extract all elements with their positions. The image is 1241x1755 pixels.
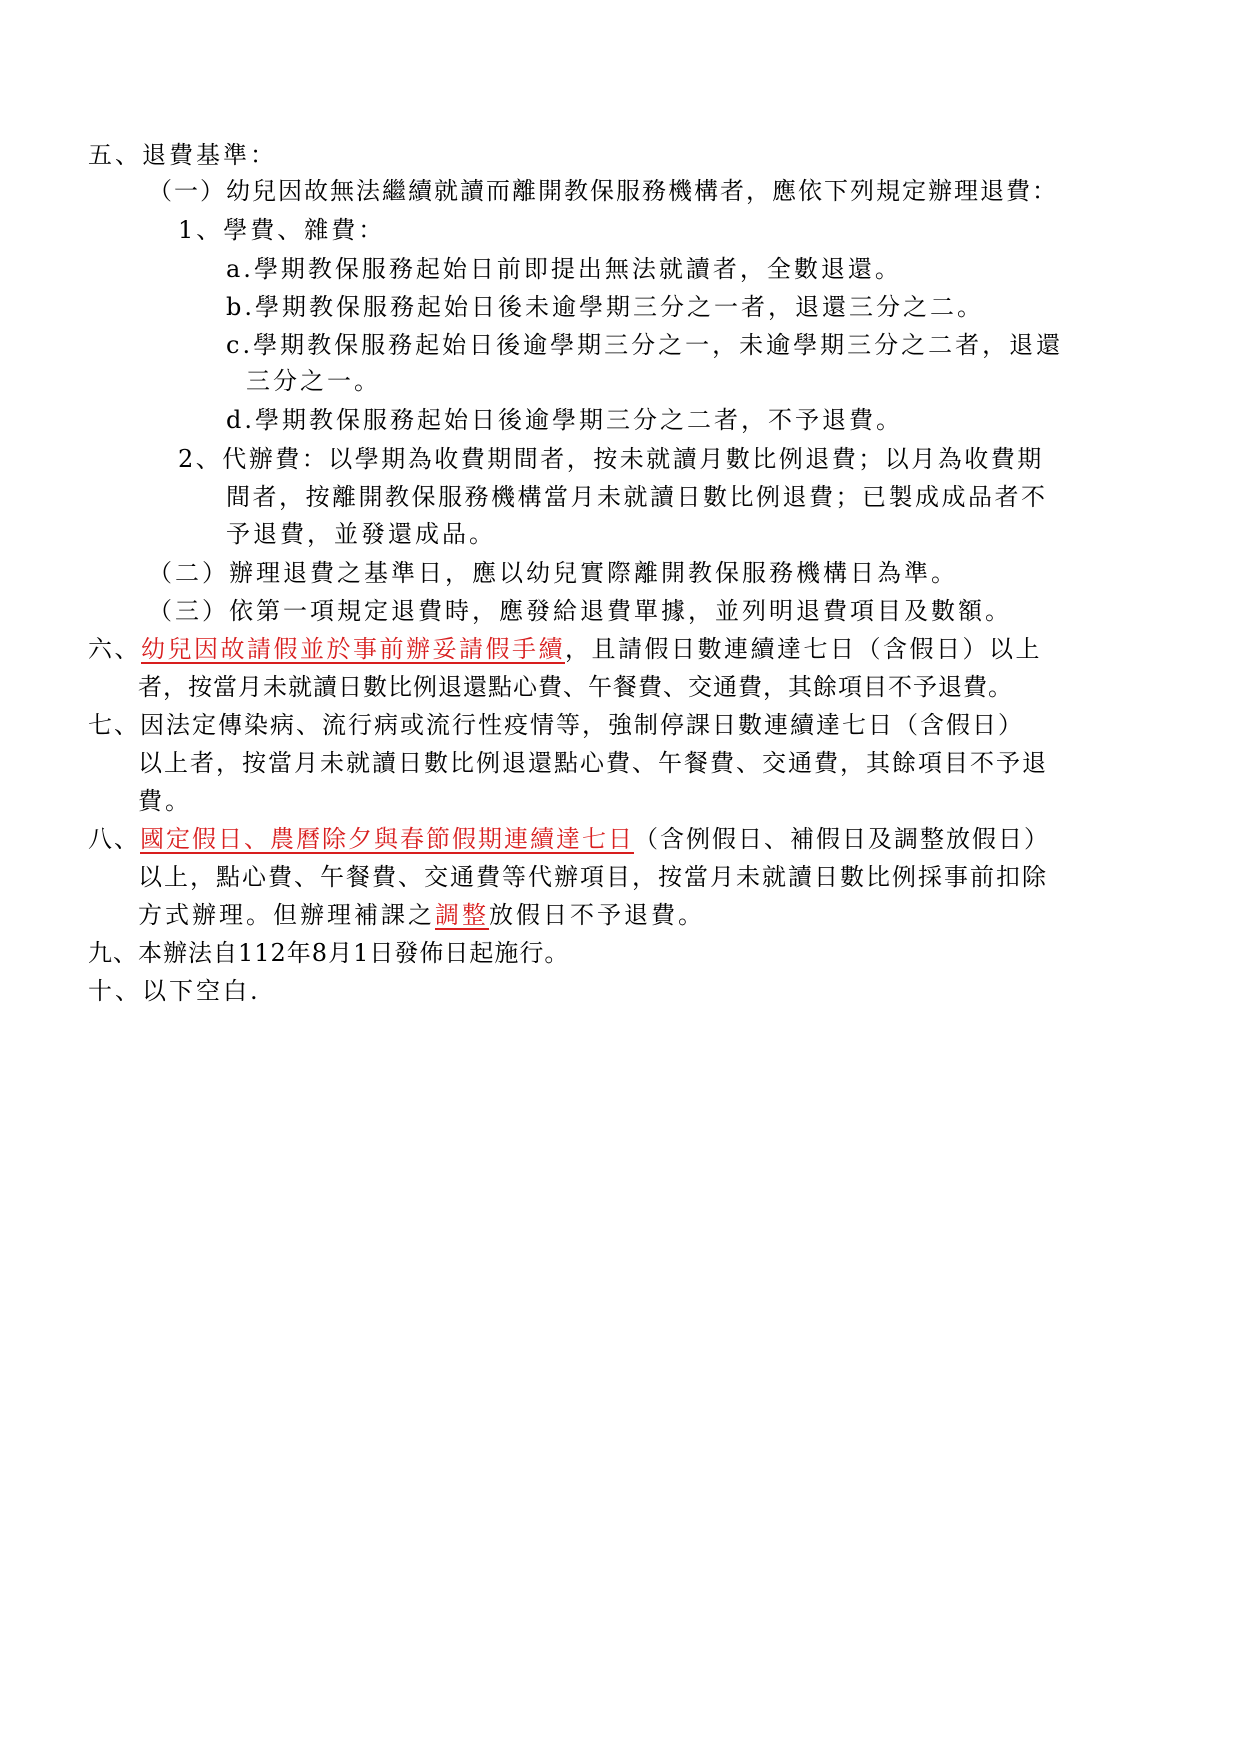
section-10: 十、以下空白. — [88, 977, 261, 1005]
section-6-line-1 — [88, 634, 1042, 664]
section-8-line-3-post: 放假日不予退費。 — [489, 901, 705, 929]
section-8-line-3-pre: 方式辦理。但辦理補課之 — [138, 901, 435, 929]
section-6-line-2: 者，按當月未就讀日數比例退還點心費、午餐費、交通費，其餘項目不予退費。 — [138, 673, 1013, 701]
item-1-a: a.學期教保服務起始日前即提出無法就讀者，全數退還。 — [226, 255, 902, 283]
section-6-prefix: 六、 — [88, 635, 141, 663]
item-2-line-2: 間者，按離開教保服務機構當月未就讀日數比例退費；已製成成品者不 — [226, 483, 1048, 511]
item-2-line-3: 予退費，並發還成品。 — [226, 520, 496, 548]
section-7-line-2: 以上者，按當月未就讀日數比例退還點心費、午餐費、交通費，其餘項目不予退 — [138, 749, 1048, 777]
section-5-sub-3: （三）依第一項規定退費時，應發給退費單據，並列明退費項目及數額。 — [148, 597, 1012, 625]
section-7-line-1: 七、因法定傳染病、流行病或流行性疫情等，強制停課日數連續達七日（含假日） — [88, 711, 1024, 739]
item-1-b: b.學期教保服務起始日後未逾學期三分之一者，退還三分之二。 — [226, 293, 984, 321]
section-5-sub-2: （二）辦理退費之基準日，應以幼兒實際離開教保服務機構日為準。 — [148, 559, 958, 587]
section-5-heading: 五、退費基準： — [88, 141, 277, 169]
section-8-prefix: 八、 — [88, 825, 140, 853]
section-8-highlight: 國定假日、農曆除夕與春節假期連續達七日 — [140, 825, 634, 853]
section-8-line-3-highlight: 調整 — [435, 901, 489, 929]
item-1-heading: 1、學費、雜費： — [178, 216, 386, 244]
item-1-d: d.學期教保服務起始日後逾學期三分之二者，不予退費。 — [226, 406, 903, 434]
section-6-rest: ，且請假日數連續達七日（含假日）以上 — [565, 635, 1042, 663]
item-1-c-line-2: 三分之一。 — [246, 367, 381, 395]
item-2-line-1: 2、代辦費：以學期為收費期間者，按未就讀月數比例退費；以月為收費期 — [178, 445, 1044, 473]
item-1-c-line-1: c.學期教保服務起始日後逾學期三分之一，未逾學期三分之二者，退還 — [226, 331, 1064, 359]
section-8-line-2: 以上，點心費、午餐費、交通費等代辦項目，按當月未就讀日數比例採事前扣除 — [138, 863, 1048, 891]
section-9: 九、本辦法自112年8月1日發佈日起施行。 — [88, 939, 570, 967]
section-8-line-1 — [88, 824, 1050, 854]
section-5-sub-1: （一）幼兒因故無法繼續就讀而離開教保服務機構者，應依下列規定辦理退費： — [148, 177, 1058, 205]
section-6-highlight: 幼兒因故請假並於事前辦妥請假手續 — [141, 635, 565, 663]
section-7-line-3: 費。 — [138, 787, 192, 815]
section-8-line-3 — [138, 900, 705, 930]
section-8-rest: （含例假日、補假日及調整放假日） — [634, 825, 1050, 853]
